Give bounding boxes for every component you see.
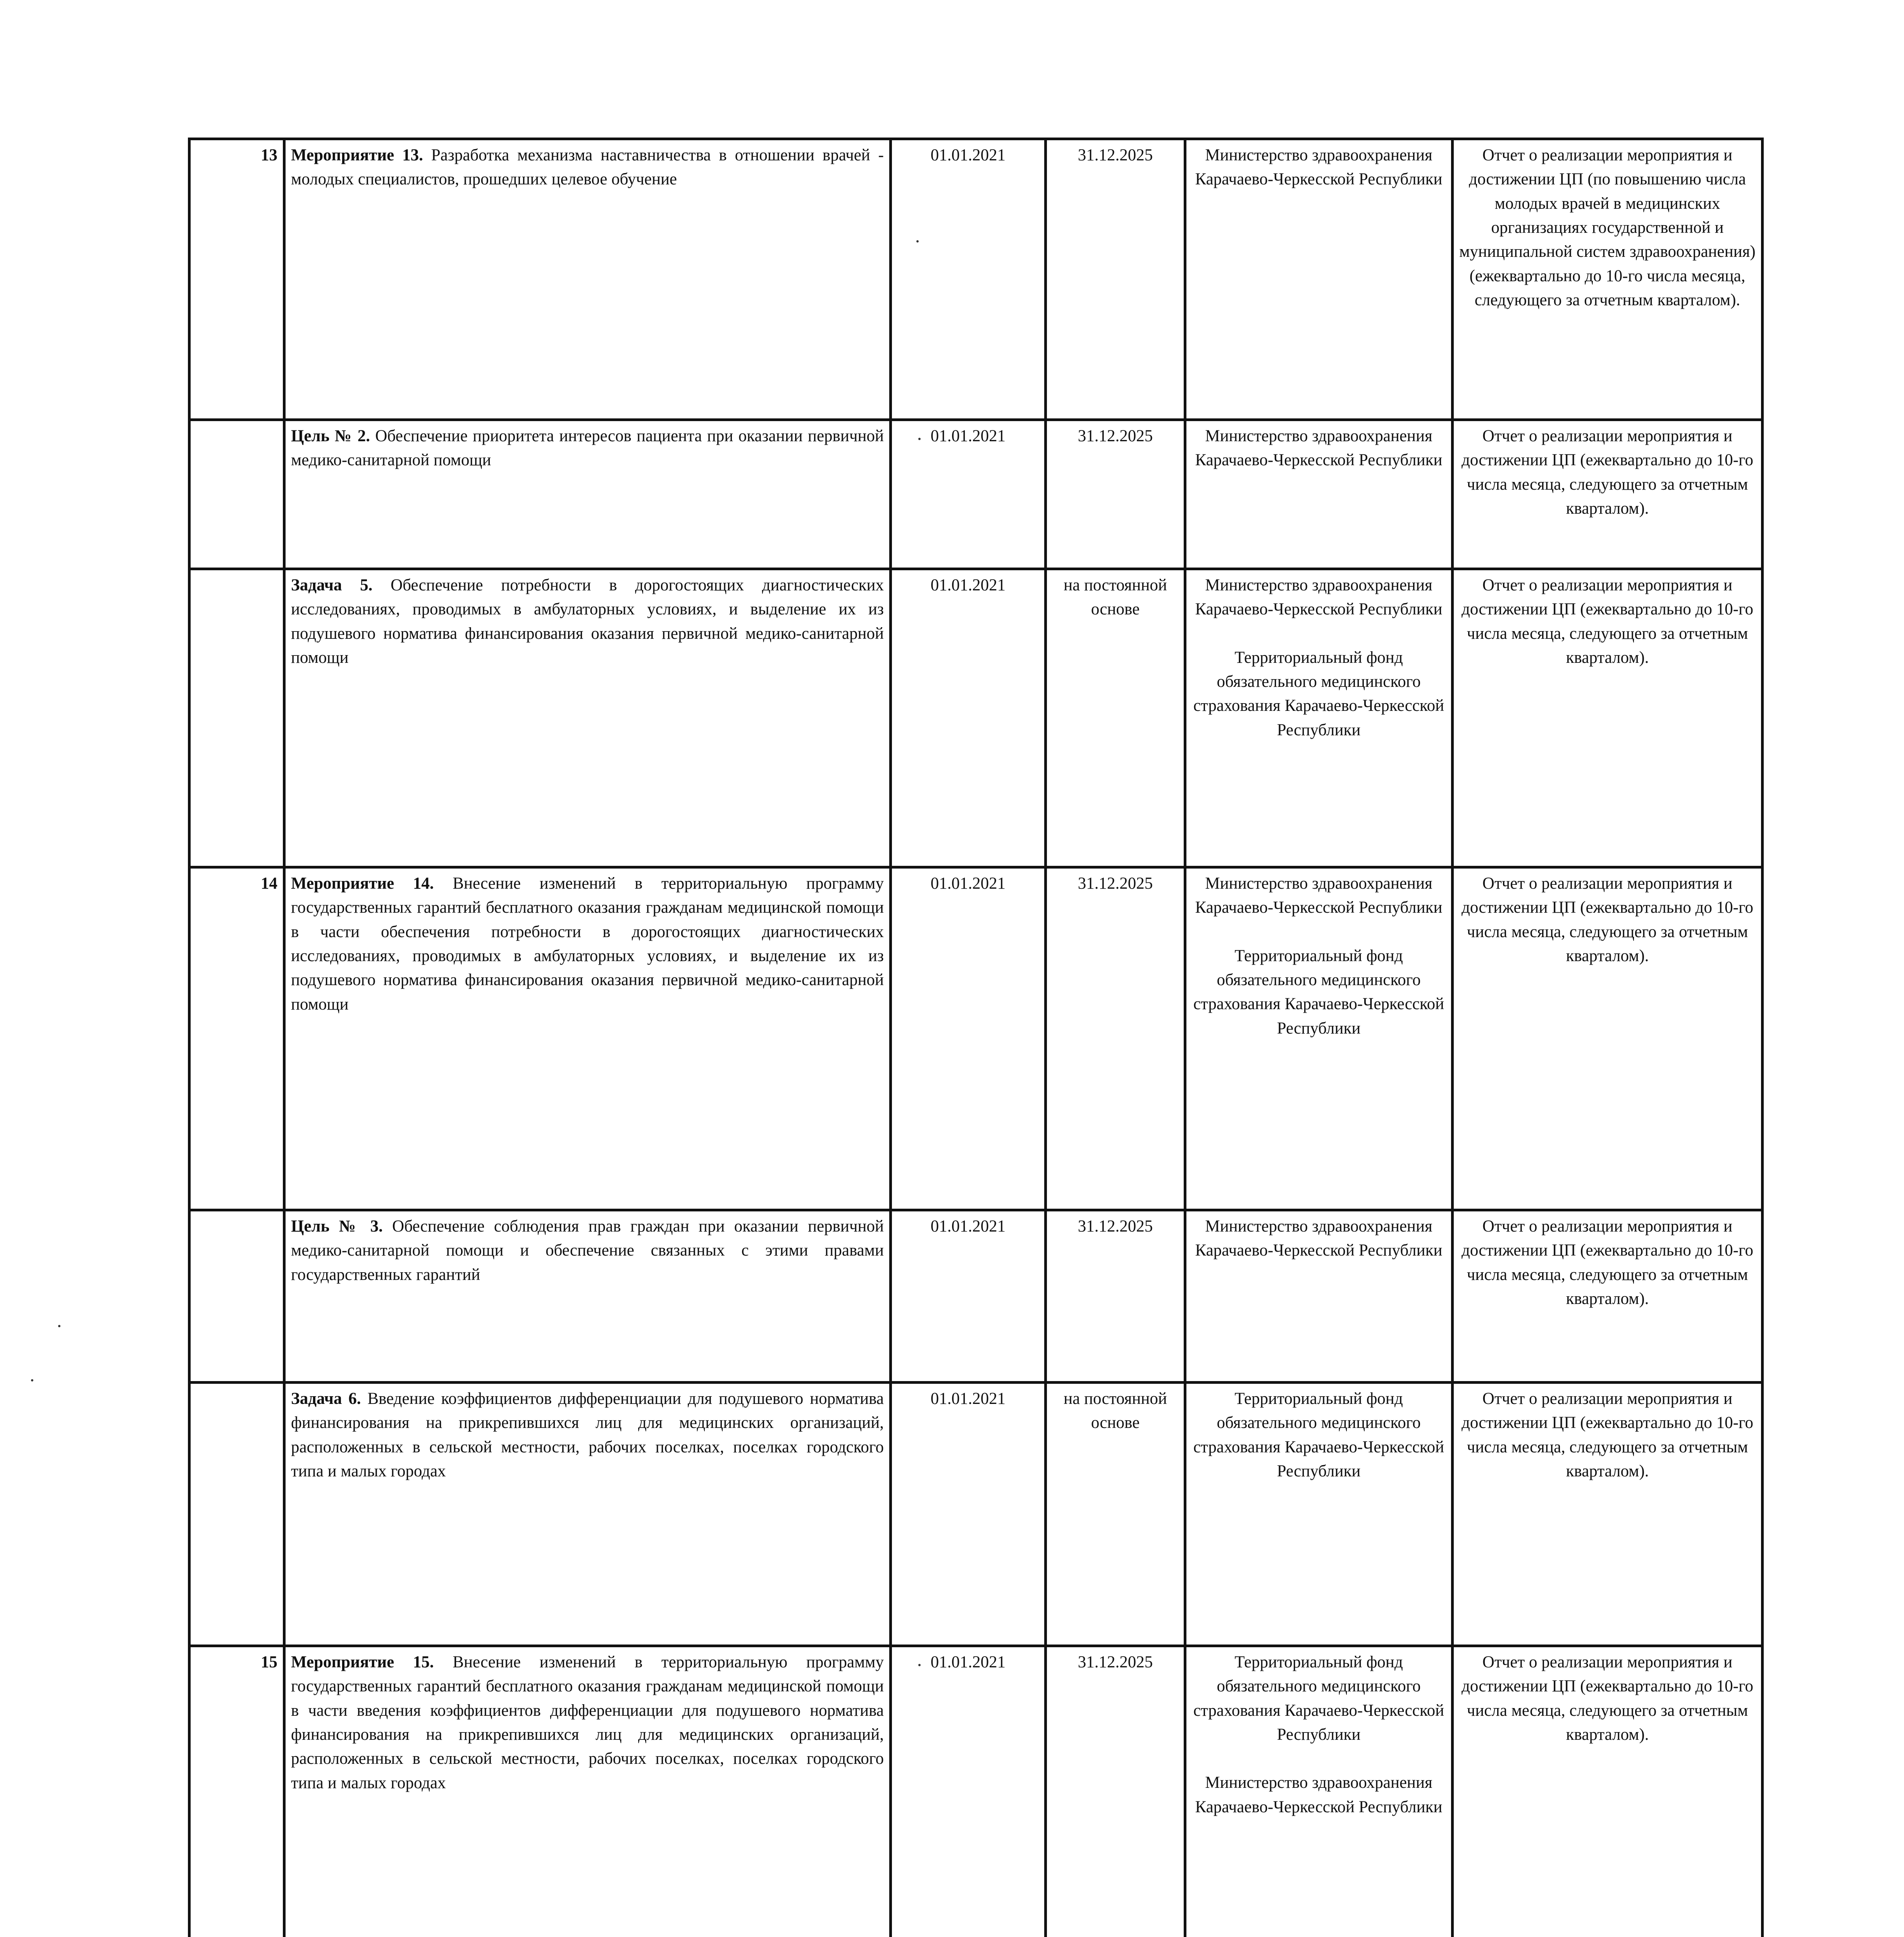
row-number <box>189 1383 284 1646</box>
row-report: Отчет о реализации мероприятия и достижении ЦП (по повышению числа молодых врачей в медицинских организациях государственной и муниципальной систем здравоохранения) (ежеквартально до 10-го числа месяца, следующего за отчетным кварталом). <box>1453 139 1763 420</box>
row-report: Отчет о реализации мероприятия и достижении ЦП (ежеквартально до 10-го числа месяца, следующего за отчетным кварталом). <box>1453 867 1763 1210</box>
row-kind: Задача 5. <box>291 576 373 594</box>
plan-table-body <box>189 139 1763 1937</box>
row-kind: Мероприятие 13. <box>291 146 423 164</box>
row-number <box>189 420 284 569</box>
row-report: Отчет о реализации мероприятия и достижении ЦП (ежеквартально до 10-го числа месяца, следующего за отчетным кварталом). <box>1453 569 1763 867</box>
row-start-date: 01.01.2021 <box>891 569 1046 867</box>
row-text: Внесение изменений в территориальную программу государственных гарантий бесплатного оказания гражданам медицинской помощи в части обеспечения потребности в дорогостоящих диагностических исследованиях, проводимых в амбулаторных условиях, и выделение их из подушевого норматива финансирования оказания первичной медико-санитарной помощи <box>291 874 884 1013</box>
row-end-date: на постоянной основе <box>1046 569 1185 867</box>
row-kind: Мероприятие 15. <box>291 1653 434 1671</box>
row-executor-primary: Министерство здравоохранения Карачаево-Черкесской Республики <box>1195 576 1443 619</box>
row-description <box>284 1646 891 1937</box>
row-executor-primary: Территориальный фонд обязательного медицинского страхования Карачаево-Черкесской Республики <box>1193 1653 1444 1744</box>
row-end-date: 31.12.2025 <box>1046 420 1185 569</box>
row-description <box>284 1210 891 1383</box>
row-kind: Цель № 3. <box>291 1217 383 1235</box>
row-executor-secondary: Территориальный фонд обязательного медицинского страхования Карачаево-Черкесской Республики <box>1193 946 1444 1037</box>
scan-speck <box>916 240 919 243</box>
row-description <box>284 867 891 1210</box>
row-executor-secondary: Территориальный фонд обязательного медицинского страхования Карачаево-Черкесской Республики <box>1193 648 1444 739</box>
row-end-date: 31.12.2025 <box>1046 139 1185 420</box>
row-end-date: 31.12.2025 <box>1046 1210 1185 1383</box>
row-executor <box>1185 1210 1453 1383</box>
row-executor-primary: Министерство здравоохранения Карачаево-Черкесской Республики <box>1195 146 1443 189</box>
row-executor-primary: Министерство здравоохранения Карачаево-Черкесской Республики <box>1195 1217 1443 1260</box>
row-kind: Задача 6. <box>291 1390 361 1408</box>
row-number: 15 <box>189 1646 284 1937</box>
row-executor-primary: Министерство здравоохранения Карачаево-Черкесской Республики <box>1195 874 1443 917</box>
row-report: Отчет о реализации мероприятия и достижении ЦП (ежеквартально до 10-го числа месяца, следующего за отчетным кварталом). <box>1453 420 1763 569</box>
row-end-date: на постоянной основе <box>1046 1383 1185 1646</box>
row-executor <box>1185 569 1453 867</box>
row-number <box>189 569 284 867</box>
row-kind: Мероприятие 14. <box>291 874 434 893</box>
row-executor <box>1185 867 1453 1210</box>
scan-speck <box>918 438 921 440</box>
row-text: Обеспечение потребности в дорогостоящих диагностических исследованиях, проводимых в амбулаторных условиях, и выделение их из подушевого норматива финансирования оказания первичной медико-санитарной помощи <box>291 576 884 667</box>
row-executor-primary: Министерство здравоохранения Карачаево-Черкесской Республики <box>1195 427 1443 470</box>
row-description <box>284 569 891 867</box>
table-row <box>189 569 1763 867</box>
row-report: Отчет о реализации мероприятия и достижении ЦП (ежеквартально до 10-го числа месяца, следующего за отчетным кварталом). <box>1453 1210 1763 1383</box>
row-report: Отчет о реализации мероприятия и достижении ЦП (ежеквартально до 10-го числа месяца, следующего за отчетным кварталом). <box>1453 1646 1763 1937</box>
table-row <box>189 867 1763 1210</box>
row-number: 13 <box>189 139 284 420</box>
row-report: Отчет о реализации мероприятия и достижении ЦП (ежеквартально до 10-го числа месяца, следующего за отчетным кварталом). <box>1453 1383 1763 1646</box>
row-executor <box>1185 420 1453 569</box>
table-row <box>189 420 1763 569</box>
table-row <box>189 1383 1763 1646</box>
row-executor <box>1185 1646 1453 1937</box>
scan-speck <box>31 1379 33 1381</box>
row-start-date: 01.01.2021 <box>891 420 1046 569</box>
row-executor <box>1185 1383 1453 1646</box>
row-text: Введение коэффициентов дифференциации для подушевого норматива финансирования на прикрепившихся лиц для медицинских организаций, расположенных в сельской местности, рабочих поселках, поселках городского типа и малых городах <box>291 1390 884 1481</box>
table-row <box>189 1210 1763 1383</box>
row-executor <box>1185 139 1453 420</box>
row-text: Обеспечение приоритета интересов пациента при оказании первичной медико-санитарной помощи <box>291 427 884 470</box>
row-executor-secondary: Министерство здравоохранения Карачаево-Черкесской Республики <box>1195 1774 1443 1816</box>
row-number <box>189 1210 284 1383</box>
row-end-date: 31.12.2025 <box>1046 1646 1185 1937</box>
scan-speck <box>58 1325 60 1327</box>
row-description <box>284 139 891 420</box>
row-description <box>284 420 891 569</box>
row-description <box>284 1383 891 1646</box>
row-kind: Цель № 2. <box>291 427 370 445</box>
row-number: 14 <box>189 867 284 1210</box>
plan-table <box>188 138 1764 1937</box>
row-start-date: 01.01.2021 <box>891 139 1046 420</box>
row-text: Обеспечение соблюдения прав граждан при оказании первичной медико-санитарной помощи и обеспечение связанных с этими правами государственных гарантий <box>291 1217 884 1284</box>
row-text: Разработка механизма наставничества в отношении врачей - молодых специалистов, прошедших целевое обучение <box>291 146 884 189</box>
row-text: Внесение изменений в территориальную программу государственных гарантий бесплатного оказания гражданам медицинской помощи в части введения коэффициентов дифференциации для подушевого норматива финансирования на прикрепившихся лиц для медицинских организаций, расположенных в сельской местности, рабочих поселках, поселках городского типа и малых городах <box>291 1653 884 1792</box>
table-row <box>189 139 1763 420</box>
row-start-date: 01.01.2021 <box>891 1646 1046 1937</box>
row-start-date: 01.01.2021 <box>891 1383 1046 1646</box>
row-end-date: 31.12.2025 <box>1046 867 1185 1210</box>
scan-speck <box>918 1664 921 1666</box>
row-start-date: 01.01.2021 <box>891 867 1046 1210</box>
table-row <box>189 1646 1763 1937</box>
row-executor-primary: Территориальный фонд обязательного медицинского страхования Карачаево-Черкесской Республики <box>1193 1390 1444 1481</box>
row-start-date: 01.01.2021 <box>891 1210 1046 1383</box>
